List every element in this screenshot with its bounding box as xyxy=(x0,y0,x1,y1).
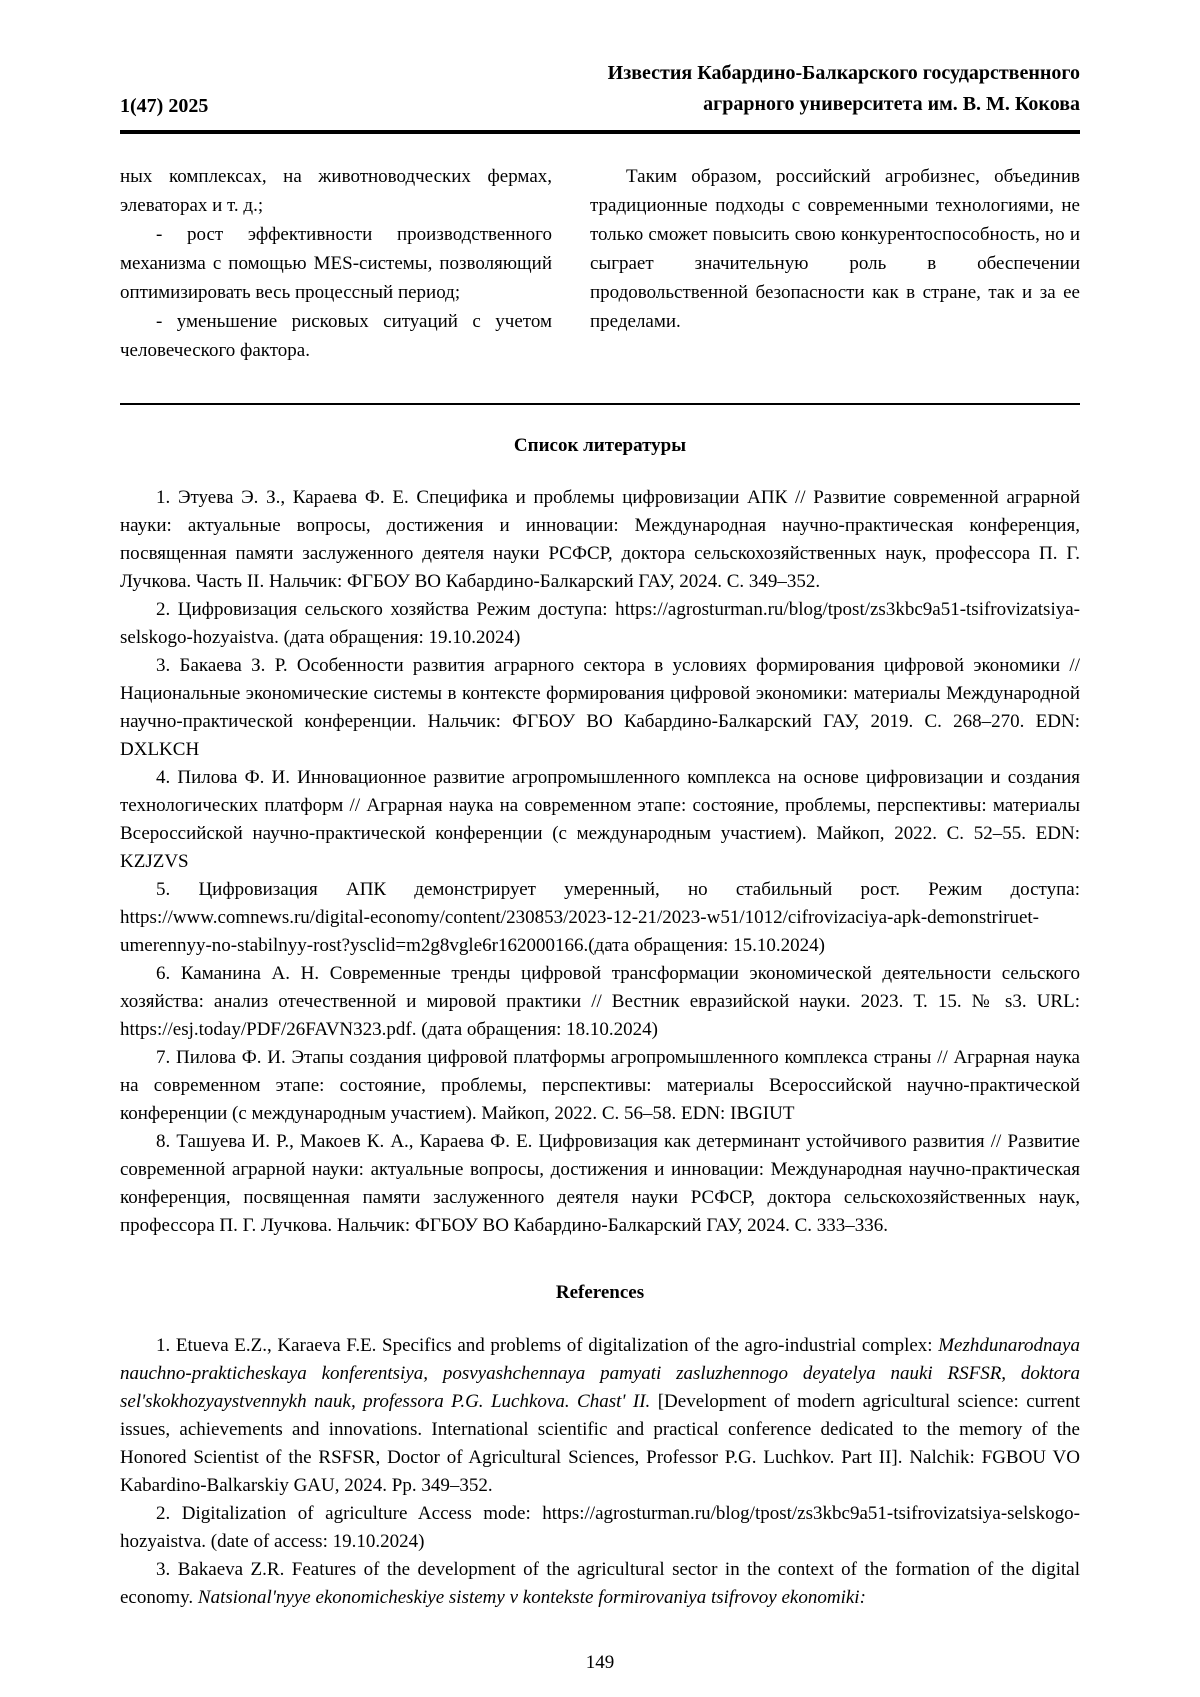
bibliography-list-ru xyxy=(120,484,1080,1240)
section-divider-rule xyxy=(120,403,1080,405)
journal-header xyxy=(120,58,1080,120)
left-column xyxy=(120,162,552,365)
article-body xyxy=(120,162,1080,365)
body-paragraph: - уменьшение рисковых ситуаций с учетом человеческого фактора. xyxy=(120,311,552,361)
bibliography-title-en: References xyxy=(555,1282,645,1303)
reference-item: 1. Этуева Э. З., Караева Ф. Е. Специфика и проблемы цифровизации АПК // Развитие современной аграрной науки: актуальные вопросы, достижения и инновации: Международная научно-практическая конференция, посвященная памяти заслуженного деятеля науки РСФСР, доктора сельскохозяйственных наук, профессора П. Г. Лучкова. Часть II. Нальчик: ФГБОУ ВО Кабардино-Балкарский ГАУ, 2024. С. 349–352. xyxy=(120,487,1080,592)
header-rule xyxy=(120,130,1080,134)
reference-text: [Development of modern agricultural science: current issues, achievements and innovations. International scientific and practical conference dedicated to the memory of the Honored Scientist of the RSFSR, Doctor of Agricultural Sciences, Professor P.G. Luchkov. Part II]. Nalchik: FGBOU VO Kabardino-Balkarskiy GAU, 2024. Pp. 349–352. xyxy=(120,1391,1080,1496)
reference-item: 7. Пилова Ф. И. Этапы создания цифровой платформы агропромышленного комплекса страны // Аграрная наука на современном этапе: состояние, проблемы, перспективы: материалы Всероссийской научно-практической конференции (с международным участием). Майкоп, 2022. С. 56–58. EDN: IBGIUT xyxy=(120,1047,1080,1124)
reference-item: 2. Цифровизация сельского хозяйства Режим доступа: https://agrosturman.ru/blog/tpost/zs3kbc9a51-tsifrovizatsiya-selskogo-hozyaistva. (дата обращения: 19.10.2024) xyxy=(120,599,1080,648)
page-number: 149 xyxy=(585,1652,615,1673)
body-paragraph: - рост эффективности производственного механизма с помощью MES-системы, позволяющий оптимизировать весь процессный период; xyxy=(120,224,552,303)
reference-text: 2. Digitalization of agriculture Access mode: https://agrosturman.ru/blog/tpost/zs3kbc9a51-tsifrovizatsiya-selskogo-hozyaistva. (date of access: 19.10.2024) xyxy=(120,1503,1080,1552)
reference-text: 3. Bakaeva Z.R. Features of the development of the agricultural sector in the context of the formation of the digital economy. xyxy=(120,1559,1080,1608)
bibliography-title-ru: Список литературы xyxy=(513,435,687,456)
body-paragraph: Таким образом, российский агробизнес, объединив традиционные подходы с современными технологиями, не только сможет повысить свою конкурентоспособность, но и сыграет значительную роль в обеспечении продовольственной безопасности как в стране, так и за ее пределами. xyxy=(590,166,1080,332)
reference-item xyxy=(120,1556,1080,1612)
issue-number: 1(47) 2025 xyxy=(120,95,209,117)
body-paragraph: ных комплексах, на животноводческих фермах, элеваторах и т. д.; xyxy=(120,166,552,216)
journal-title xyxy=(608,58,1080,120)
reference-text-italic: Mezhdunarodnaya nauchno-prakticheskaya konferentsiya, posvyashchennaya pamyati zasluzhennogo deyatelya nauki RSFSR, doktora sel'skokhozyaystvennykh nauk, professora P.G. Luchkova. Chast' II. xyxy=(120,1335,1080,1412)
bibliography-list-en xyxy=(120,1332,1080,1612)
reference-item: 4. Пилова Ф. И. Инновационное развитие агропромышленного комплекса на основе цифровизации и создания технологических платформ // Аграрная наука на современном этапе: состояние, проблемы, перспективы: материалы Всероссийской научно-практической конференции (с международным участием). Майкоп, 2022. С. 52–55. EDN: KZJZVS xyxy=(120,767,1080,872)
reference-item: 8. Ташуева И. Р., Макоев К. А., Караева Ф. Е. Цифровизация как детерминант устойчивого развития // Развитие современной аграрной науки: актуальные вопросы, достижения и инновации: Международная научно-практическая конференция, посвященная памяти заслуженного деятеля науки РСФСР, доктора сельскохозяйственных наук, профессора П. Г. Лучкова. Нальчик: ФГБОУ ВО Кабардино-Балкарский ГАУ, 2024. С. 333–336. xyxy=(120,1131,1080,1236)
reference-text-italic: Natsional'nyye ekonomicheskiye sistemy v kontekste formirovaniya tsifrovoy ekonomiki: xyxy=(197,1587,866,1608)
journal-title-line2: аграрного университета им. В. М. Кокова xyxy=(703,93,1080,115)
reference-item: 3. Бакаева З. Р. Особенности развития аграрного сектора в условиях формирования цифровой экономики // Национальные экономические системы в контексте формирования цифровой экономики: материалы Международной научно-практической конференции. Нальчик: ФГБОУ ВО Кабардино-Балкарский ГАУ, 2019. С. 268–270. EDN: DXLKCH xyxy=(120,655,1080,760)
page-footer xyxy=(120,1652,1080,1674)
reference-text: 1. Etueva E.Z., Karaeva F.E. Specifics and problems of digitalization of the agro-industrial complex: xyxy=(156,1335,939,1356)
reference-item: 6. Каманина А. Н. Современные тренды цифровой трансформации экономической деятельности сельского хозяйства: анализ отечественной и мировой практики // Вестник евразийской науки. 2023. Т. 15. № s3. URL: https://esj.today/PDF/26FAVN323.pdf. (дата обращения: 18.10.2024) xyxy=(120,963,1080,1040)
reference-item xyxy=(120,1332,1080,1500)
reference-item xyxy=(120,1500,1080,1556)
right-column xyxy=(590,162,1080,365)
reference-item: 5. Цифровизация АПК демонстрирует умеренный, но стабильный рост. Режим доступа: https://www.comnews.ru/digital-economy/content/230853/2023-12-21/2023-w51/1012/cifrovizaciya-apk-demonstriruet-umerennyy-no-stabilnyy-rost?ysclid=m2g8vgle6r162000166.(дата обращения: 15.10.2024) xyxy=(120,879,1080,956)
journal-title-line1: Известия Кабардино-Балкарского государственного xyxy=(607,62,1080,84)
